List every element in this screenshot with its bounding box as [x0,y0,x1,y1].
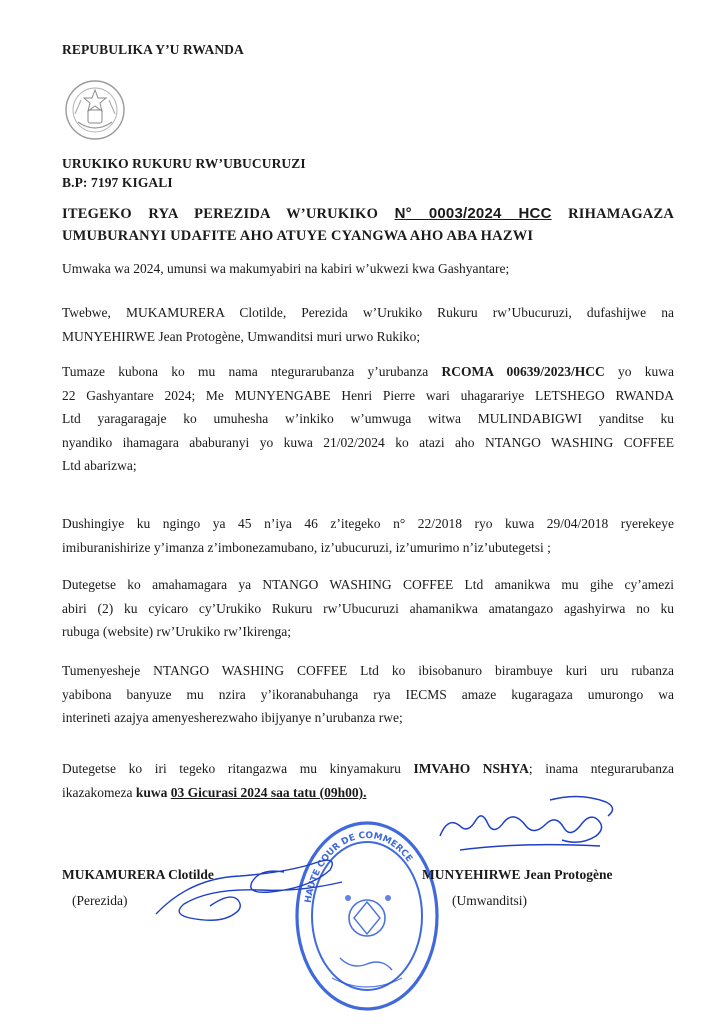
text-span: Dutegetse ko iri tegeko ritangazwa mu kinyamakuru [62,761,401,776]
president-signature [150,848,350,930]
newspaper-name: IMVAHO NSHYA [413,761,529,776]
paragraph-line: Umwaka wa 2024, umunsi wa makumyabiri na kabiri w’ukwezi kwa Gashyantare; [62,261,510,276]
country-header: REPUBULIKA Y’U RWANDA [62,42,244,57]
title-prefix: ITEGEKO RYA PEREZIDA W’URUKIKO [62,206,379,222]
court-address: B.P: 7197 KIGALI [62,175,173,190]
paragraph-line: Twebwe, MUKAMURERA Clotilde, Perezida w’Urukiko Rukuru rw’Ubucuruzi, dufashijwe na [62,305,674,320]
paragraph-line: abiri (2) ku cyicaro cy’Urukiko Rukuru rw’Ubucuruzi ahamanikwa amatangazo agashyirwa no ku [62,600,674,616]
paragraph-line: yabibona banyuze mu nzira y’ikoranabuhanga rya IECMS amaze kugaragaza umurongo wa [62,686,674,702]
president-role: (Perezida) [72,893,128,908]
title-suffix: RIHAMAGAZA [568,206,675,222]
paragraph-legal-basis [62,512,674,559]
president-name: MUKAMURERA Clotilde [62,867,214,882]
paragraph-parties [62,301,674,348]
text-span: kuwa [135,784,168,800]
text-span: ; inama ntegurarubanza [528,761,674,776]
paragraph-line: 22 Gashyantare 2024; Me MUNYENGABE Henri Pierre wari uhagarariye LETSHEGO RWANDA [62,387,674,403]
paragraph-line: Tumenyesheje NTANGO WASHING COFFEE Ltd ko ibisobanuro birambuye kuri uru rubanza [62,663,674,678]
case-reference: RCOMA 00639/2023/HCC [441,364,605,379]
order-number: N° 0003/2024 HCC [394,205,552,222]
paragraph-line: MUNYEHIRWE Jean Protogène, Umwanditsi muri urwo Rukiko; [62,328,421,344]
paragraph-line: Ltd yaragaragaje ko umuhesha w’inkiko w’umwuga witwa MULINDABIGWI yanditse ku [62,411,674,426]
paragraph-date [62,257,674,281]
paragraph-line: imiburanishirize y’imanza z’imbonezamubano, iz’ubucuruzi, iz’umurimo n’iz’ubutegetsi ; [62,539,551,555]
paragraph-line [62,360,674,384]
paragraph-line: Dutegetse ko amahamagara ya NTANGO WASHING COFFEE Ltd amanikwa mu gihe cy’amezi [62,577,674,592]
registrar-name: MUNYEHIRWE Jean Protogène [422,867,613,882]
text-span: yo kuwa [618,364,675,379]
paragraph-line: interineti azajya amenyesherezwaho ibijyanye n’urubanza rwe; [62,710,403,725]
paragraph-line: rubuga (website) rw’Urukiko rw’Ikirenga; [62,624,292,639]
court-name: URUKIKO RUKURU RW’UBUCURUZI [62,156,306,171]
text-span: Tumaze kubona ko mu nama ntegurarubanza y’urubanza [62,364,429,379]
national-seal-icon [64,70,126,150]
stamp-text: HAUTE COUR DE COMMERCE [303,830,414,904]
text-span: ikazakomeza [62,784,133,800]
paragraph-line [62,757,674,781]
paragraph-case [62,360,674,478]
paragraph-notification [62,659,674,730]
paragraph-line: nyandiko ihamagara ababuranyi yo kuwa 21/02/2024 ko atazi aho NTANGO WASHING COFFEE [62,434,674,450]
document-title-line2: UMUBURANYI UDAFITE AHO ATUYE CYANGWA AHO ABA HAZWI [62,228,534,244]
paragraph-line: Dushingiye ku ngingo ya 45 n’iya 46 z’itegeko n° 22/2018 ryo kuwa 29/04/2018 ryerekeye [62,516,674,531]
hearing-date: 03 Gicurasi 2024 saa tatu (09h00). [170,784,367,800]
registrar-signature [430,790,620,864]
paragraph-line: Ltd abarizwa; [62,458,137,473]
paragraph-summons [62,573,674,644]
document-title-line1 [62,205,674,223]
registrar-role: (Umwanditsi) [452,893,527,908]
